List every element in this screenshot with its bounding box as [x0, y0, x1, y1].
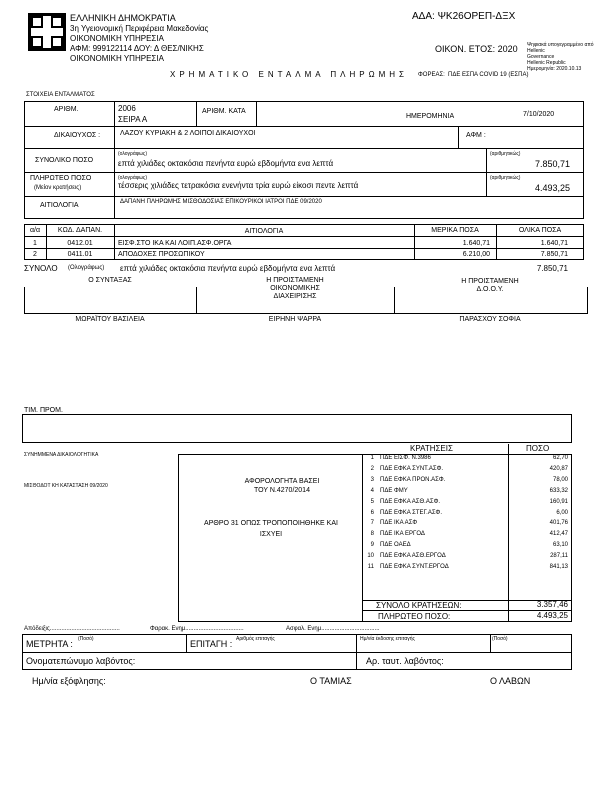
date-label: ΗΜΕΡΟΜΗΝΙΑ — [406, 113, 455, 120]
plhrwteo-label: ΠΛΗΡΩΤΕΟ ΠΟΣΟ — [30, 175, 92, 182]
kratisi-amount: 62,70 — [552, 455, 568, 461]
kratisi-name: ΠΔΕ ΕΦΚΑ ΣΥΝΤ.ΕΡΓΟΔ — [380, 564, 449, 570]
kratiseis-header-amount: ΠΟΣΟ — [526, 444, 550, 453]
role-doy: Η ΠΡΟΙΣΤΑΜΕΝΗ Δ.Ο.Ο.Υ. — [461, 278, 519, 293]
attachment-item: ΜΙΣΘΟΔΟΤ ΚΗ ΚΑΤΑΣΤΑΣΗ 09/2020 — [24, 483, 108, 489]
kratisi-name: ΠΔΕ ΕΙΣΦ. Ν.3986 — [380, 455, 431, 461]
arithmos-label: ΑΡΙΘΜ. — [54, 106, 79, 113]
kratisi-index: 8 — [370, 531, 374, 538]
kratisi-index: 11 — [367, 564, 374, 570]
col-header-reason: ΑΙΤΙΟΛΟΓΙΑ — [244, 228, 284, 235]
row-1-code: 0412.01 — [67, 240, 93, 247]
metrhta-amount-label: (Ποσό) — [78, 636, 94, 642]
kratisi-name: ΠΔΕ ΙΚΑ ΑΣΦ — [380, 520, 418, 527]
kratisi-name: ΠΔΕ ΕΦΚΑ ΠΡΟΝ.ΑΣΦ. — [380, 476, 446, 483]
recipient-name-label: Ονοματεπώνυμο λαβόντος: — [26, 656, 136, 666]
foreas-label: ΦΟΡΕΑΣ: — [418, 72, 445, 78]
total-value: 7.850,71 — [536, 264, 568, 273]
fiscal-year: ΟΙΚΟΝ. ΕΤΟΣ: 2020 — [435, 44, 518, 54]
kratisi-amount: 6,00 — [556, 509, 568, 516]
kratisi-name: ΠΔΕ ΕΦΚΑ ΣΤΕΓ.ΑΣΦ. — [380, 509, 442, 516]
kratiseis-total-value: 3.357,46 — [536, 600, 568, 609]
org-line-1: ΕΛΛΗΝΙΚΗ ΔΗΜΟΚΡΑΤΙΑ — [70, 13, 176, 23]
apodeixis-line: Απόδειξις.......................................... — [24, 626, 120, 632]
tim-prom-box — [22, 414, 572, 443]
kratisi-index: 2 — [370, 465, 374, 472]
kratisi-index: 1 — [370, 455, 374, 461]
foreas-value: ΠΔΕ ΕΣΠΑ COVID 19 (ΕΣΠΑ) — [448, 72, 529, 78]
kratisi-name: ΠΔΕ ΟΑΕΔ — [380, 542, 411, 549]
cheque-date-label: Ημ/νία έκδοσης επιταγής — [360, 636, 415, 642]
synoliko-words-label: (ολογράφως) — [118, 151, 148, 157]
plhrwteo-sublabel: (Μείον κρατήσεις) — [34, 185, 82, 191]
kratisi-name: ΠΔΕ ΕΦΚΑ ΑΣΘ.ΑΣΦ. — [380, 498, 441, 505]
attachments-label: ΣΥΝΗΜΜΕΝΑ ΔΙΚΑΙΟΛΟΓΗΤΙΚΑ — [24, 452, 99, 458]
kratisi-amount: 287,11 — [550, 553, 568, 560]
recipient-id-label: Αρ. ταυτ. λαβόντος: — [366, 656, 444, 666]
org-line-4: ΑΦΜ: 999122114 ΔΟΥ: Δ ΘΕΣ/ΝΙΚΗΣ — [70, 44, 204, 53]
kratisi-name: ΠΔΕ ΙΚΑ ΕΡΓΟΔ — [380, 531, 425, 538]
cashier-label: Ο ΤΑΜΙΑΣ — [310, 676, 352, 686]
kratisi-name: ΠΔΕ ΦΜΥ — [380, 487, 408, 494]
afm-label: ΑΦΜ : — [466, 132, 486, 139]
kratisi-index: 9 — [370, 542, 374, 549]
kratisi-name: ΠΔΕ ΕΦΚΑ ΣΥΝΤ.ΑΣΦ. — [380, 465, 444, 472]
recipient-label: Ο ΛΑΒΩΝ — [490, 676, 531, 686]
kratisi-name: ΠΔΕ ΕΦΚΑ ΑΣΘ.ΕΡΓΟΔ — [380, 553, 446, 560]
synoliko-arithm-label: (αριθμητικώς) — [490, 151, 521, 157]
total-words-label: (Ολογράφως) — [68, 265, 105, 271]
date-value: 7/10/2020 — [523, 111, 555, 118]
kratisi-amount: 401,76 — [549, 520, 568, 527]
digital-signature-stamp: Ψηφιακά υπογεγραμμένο από Hellenic Governance Hellenic Republic Ημερομηνία: 2020.10.13 — [527, 42, 594, 72]
aitiologia-label: ΑΙΤΙΟΛΟΓΙΑ — [40, 202, 79, 209]
dikaiouxos-value: ΛΑΖΟΥ ΚΥΡΙΑΚΗ & 2 ΛΟΙΠΟΙ ΔΙΚΑΙΟΥΧΟΙ — [120, 130, 256, 137]
row-1-reason: ΕΙΣΦ.ΣΤΟ ΙΚΑ ΚΑΙ ΛΟΙΠ.ΑΣΦ.ΟΡΓΑ — [118, 240, 232, 247]
row-2-aa: 2 — [33, 251, 37, 258]
asfal-line: Ασφαλ. Ενημ................................... — [286, 626, 380, 632]
row-1-partial: 1.640,71 — [462, 240, 490, 247]
kratisi-index: 7 — [370, 520, 374, 527]
kratisi-amount: 160,91 — [549, 498, 568, 505]
row-2-total: 7.850,71 — [540, 251, 568, 258]
synoliko-value: 7.850,71 — [534, 159, 570, 169]
payable-value: 4.493,25 — [536, 611, 568, 620]
kratisi-amount: 63,10 — [552, 542, 568, 549]
org-line-2: 3η Υγειονομική Περιφέρεια Μακεδονίας — [70, 24, 209, 33]
org-line-5: ΟΙΚΟΝΟΜΙΚΗ ΥΠΗΡΕΣΙΑ — [70, 54, 164, 63]
seira-value: ΣΕΙΡΑ Α — [118, 115, 148, 124]
plhrwteo-arithm-label: (αριθμητικώς) — [490, 175, 521, 181]
kratisi-index: 3 — [370, 476, 374, 483]
col-header-code: ΚΩΔ. ΔΑΠΑΝ. — [57, 227, 103, 234]
plhrwteo-words-label: (ολογράφως) — [118, 175, 148, 181]
kratiseis-header-label: ΚΡΑΤΗΣΕΙΣ — [410, 444, 453, 453]
kratisi-index: 4 — [370, 487, 374, 494]
plhrwteo-words: τέσσερις χιλιάδες τετρακόσια ενενήντα τρία ευρώ είκοσι πεντε λεπτά — [118, 181, 359, 190]
signer-name-2: ΕΙΡΗΝΗ ΨΑΡΡΑ — [268, 316, 322, 323]
kratisi-amount: 78,00 — [552, 476, 568, 483]
epitagh-label: ΕΠΙΤΑΓΗ : — [190, 639, 233, 649]
metrhta-label: ΜΕΤΡΗΤΑ : — [26, 639, 73, 649]
col-header-total: ΟΛΙΚΑ ΠΟΣΑ — [518, 227, 562, 234]
col-header-aa: α/α — [29, 227, 41, 234]
ada-code: ΑΔΑ: ΨΚ26ΟΡΕΠ-ΔΞΧ — [412, 11, 516, 22]
role-syntaxas: Ο ΣΥΝΤΑΞΑΣ — [88, 277, 132, 284]
total-words: επτά χιλιάδες οκτακόσια πενήντα ευρώ εβδομήντα ενα λεπτά — [120, 264, 336, 273]
kratiseis-total-label: ΣΥΝΟΛΟ ΚΡΑΤΗΣΕΩΝ: — [376, 601, 462, 610]
synoliko-words: επτά χιλιάδες οκτακόσια πενήντα ευρώ εβδομήντα ενα λεπτά — [118, 159, 334, 168]
row-1-aa: 1 — [33, 240, 37, 247]
row-1-total: 1.640,71 — [540, 240, 568, 247]
kratisi-index: 6 — [370, 509, 374, 516]
kratisi-amount: 420,87 — [549, 465, 568, 472]
role-oikonomikis: Η ΠΡΟΙΣΤΑΜΕΝΗ ΟΙΚΟΝΟΜΙΚΗΣ ΔΙΑΧΕΙΡΙΣΗΣ — [266, 277, 324, 300]
row-2-code: 0411.01 — [67, 251, 93, 258]
kratisi-amount: 841,13 — [549, 564, 568, 570]
col-header-partial: ΜΕΡΙΚΑ ΠΟΣΑ — [431, 227, 479, 234]
total-label: ΣΥΝΟΛΟ — [24, 264, 58, 273]
signer-name-1: ΜΩΡΑΪΤΟΥ ΒΑΣΙΛΕΙΑ — [75, 316, 145, 323]
arithmos-value: 2006 — [118, 104, 136, 113]
plhrwteo-value: 4.493,25 — [534, 183, 570, 193]
kratisi-amount: 633,32 — [549, 487, 568, 494]
synoliko-label: ΣΥΝΟΛΙΚΟ ΠΟΣΟ — [35, 157, 94, 164]
kratisi-index: 5 — [370, 498, 374, 505]
aitiologia-value: ΔΑΠΑΝΗ ΠΛΗΡΩΜΗΣ ΜΙΣΘΟΔΟΣΙΑΣ ΕΠΙΚΟΥΡΙΚΟΙ ΙΑΤΡΟΙ ΠΔΕ 09/2020 — [120, 199, 322, 205]
tax-exempt-note: ΑΦΟΡΟΛΟΓΗΤΑ ΒΑΣΕΙ ΤΟΥ Ν.4270/2014 — [244, 478, 320, 494]
section-title: ΣΤΟΙΧΕΙΑ ΕΝΤΑΛΜΑΤΟΣ — [26, 92, 95, 98]
document-title: ΧΡΗΜΑΤΙΚΟ ΕΝΤΑΛΜΑ ΠΛΗΡΩΜΗΣ — [170, 70, 408, 79]
payable-label: ΠΛΗΡΩΤΕΟ ΠΟΣΟ: — [378, 612, 451, 621]
signer-name-3: ΠΑΡΑΣΧΟΥ ΣΟΦΙΑ — [459, 316, 521, 323]
kratisi-amount: 412,47 — [549, 531, 568, 538]
kratisi-index: 10 — [367, 553, 374, 560]
row-2-partial: 6.210,00 — [462, 251, 490, 258]
tim-prom-label: ΤΙΜ. ΠΡΟΜ. — [24, 407, 63, 414]
cheque-amount-label: (Ποσό) — [492, 636, 508, 642]
row-2-reason: ΑΠΟΔΟΧΕΣ ΠΡΟΣΩΠΙΚΟΥ — [118, 251, 205, 258]
payment-date-label: Ημ/νία εξόφλησης: — [32, 676, 106, 686]
article-31-note: ΑΡΘΡΟ 31 ΟΠΩΣ ΤΡΟΠΟΠΟΙΗΘΗΚΕ ΚΑΙ ΙΣΧΥΕΙ — [204, 520, 338, 538]
org-line-3: ΟΙΚΟΝΟΜΙΚΗ ΥΠΗΡΕΣΙΑ — [70, 34, 164, 43]
greek-cross-logo — [28, 13, 66, 51]
cheque-number-label: Αριθμός επιταγής — [236, 636, 275, 642]
arithm-kata-label: ΑΡΙΘΜ. ΚΑΤΑ — [202, 108, 246, 115]
farak-line: Φαρακ. Ενημ................................... — [150, 626, 244, 632]
dikaiouxos-label: ΔΙΚΑΙΟΥΧΟΣ : — [54, 132, 101, 139]
